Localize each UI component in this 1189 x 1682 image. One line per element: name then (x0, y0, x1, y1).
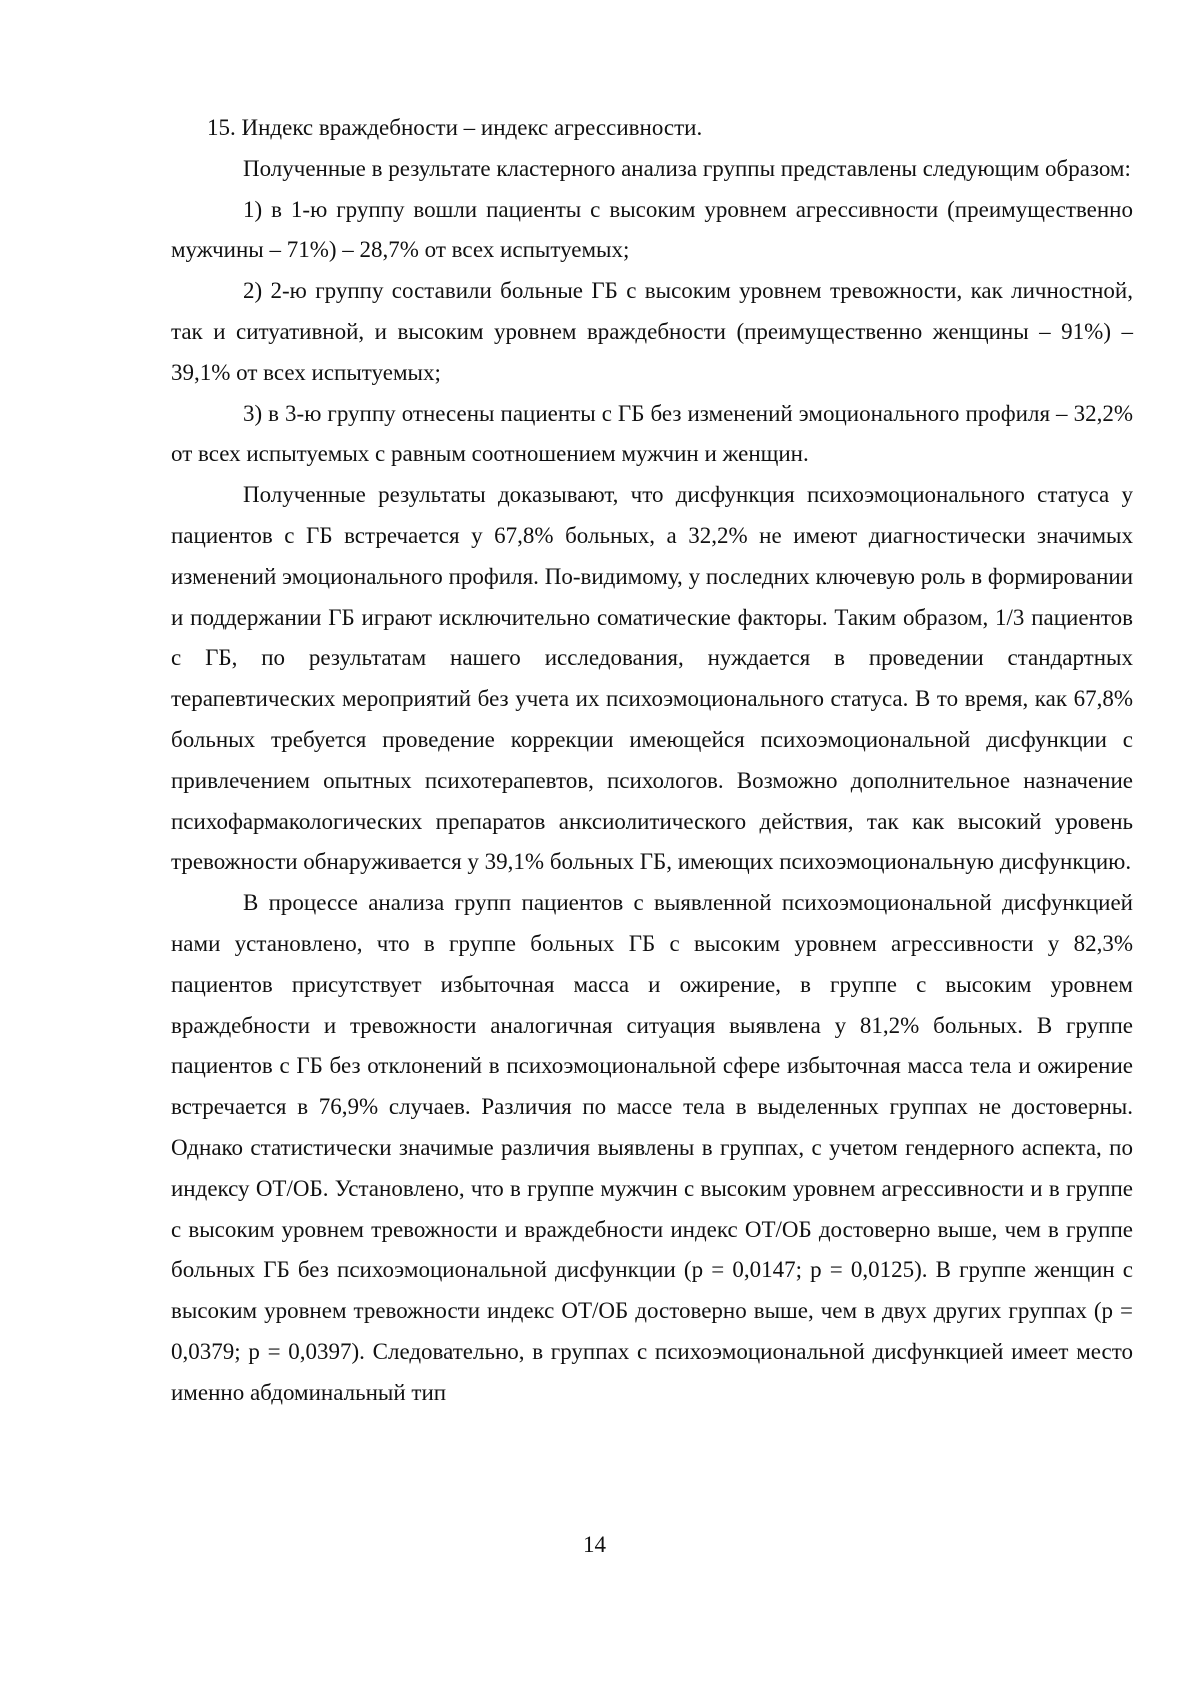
paragraph-analysis: В процессе анализа групп пациентов с выявленной психоэмоциональной дисфункцией нами установлено, что в группе больных ГБ с высоким уровнем агрессивности у 82,3% пациентов присутствует избыточная масса и ожирение, в группе с высоким уровнем враждебности и тревожности аналогичная ситуация выявлена у 81,2% больных. В группе пациентов с ГБ без отклонений в психоэмоциональной сфере избыточная масса тела и ожирение встречается в 76,9% случаев. Различия по массе тела в выделенных группах не достоверны. Однако статистически значимые различия выявлены в группах, с учетом гендерного аспекта, по индексу ОТ/ОБ. Установлено, что в группе мужчин с высоким уровнем агрессивности и в группе с высоким уровнем тревожности и враждебности индекс ОТ/ОБ достоверно выше, чем в группе больных ГБ без психоэмоциональной дисфункции (p = 0,0147; p = 0,0125). В группе женщин с высоким уровнем тревожности индекс ОТ/ОБ достоверно выше, чем в двух других группах (p = 0,0379; p = 0,0397). Следовательно, в группах с психоэмоциональной дисфункцией имеет место именно абдоминальный тип (171, 890, 1133, 1405)
group-1-item: 1) в 1-ю группу вошли пациенты с высоким уровнем агрессивности (преимущественно мужчины – 71%) – 28,7% от всех испытуемых; (171, 196, 1133, 263)
page-number: 14 (583, 1532, 606, 1557)
paragraph-cluster-intro: Полученные в результате кластерного анализа группы представлены следующим образом: (243, 155, 1131, 181)
document-body (171, 108, 1133, 1414)
group-2-item: 2) 2-ю группу составили больные ГБ с высоким уровнем тревожности, как личностной, так и ситуативной, и высоким уровнем враждебности (преимущественно женщины – 91%) – 39,1% от всех испытуемых; (171, 278, 1133, 385)
group-3-item: 3) в 3-ю группу отнесены пациенты с ГБ без изменений эмоционального профиля – 32,2% от всех испытуемых с равным соотношением мужчин и женщин. (171, 400, 1133, 467)
list-item-15: 15. Индекс враждебности – индекс агрессивности. (207, 115, 703, 140)
paragraph-results: Полученные результаты доказывают, что дисфункция психоэмоционального статуса у пациентов с ГБ встречается у 67,8% больных, а 32,2% не имеют диагностически значимых изменений эмоционального профиля. По-видимому, у последних ключевую роль в формировании и поддержании ГБ играют исключительно соматические факторы. Таким образом, 1/3 пациентов с ГБ, по результатам нашего исследования, нуждается в проведении стандартных терапевтических мероприятий без учета их психоэмоционального статуса. В то время, как 67,8% больных требуется проведение коррекции имеющейся психоэмоциональной дисфункции с привлечением опытных психотерапевтов, психологов. Возможно дополнительное назначение психофармакологических препаратов анксиолитического действия, так как высокий уровень тревожности обнаруживается у 39,1% больных ГБ, имеющих психоэмоциональную дисфункцию. (171, 482, 1133, 875)
